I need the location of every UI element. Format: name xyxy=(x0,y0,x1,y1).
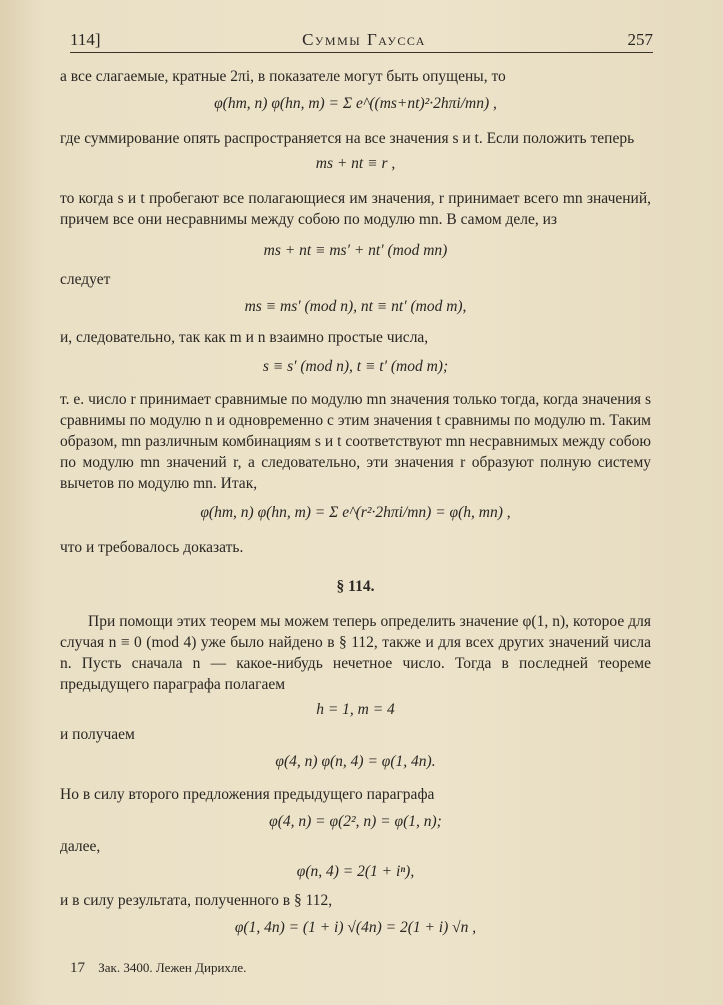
formula: φ(hm, n) φ(hn, m) = Σ e^((ms+nt)²·2hπi/mn) , xyxy=(214,95,497,112)
paragraph: т. е. число r принимает сравнимые по модулю mn значения только тогда, когда значения s сравнимы по модулю n и одновременно с этим значения t сравнимы по модулю m. Таким образом, mn различным комбинациям s и t соответствуют mn несравнимых между собою по модулю mn значений r, а следовательно, эти значения r образуют полную систему вычетов по модулю mn. Итак, xyxy=(60,391,651,492)
formula: φ(n, 4) = 2(1 + iⁿ), xyxy=(296,863,415,880)
formula: φ(1, 4n) = (1 + i) √(4n) = 2(1 + i) √n , xyxy=(234,919,477,936)
formula: φ(4, n) = φ(2², n) = φ(1, n); xyxy=(269,813,442,830)
paragraph: и, следовательно, так как m и n взаимно простые числа, xyxy=(60,329,429,346)
paragraph: а все слагаемые, кратные 2πi, в показателе могут быть опущены, то xyxy=(60,68,506,85)
header-title: Суммы Гаусса xyxy=(302,30,426,49)
paragraph: где суммирование опять распространяется на все значения s и t. Если положить теперь xyxy=(60,130,635,147)
formula: ms + nt ≡ r , xyxy=(315,155,396,172)
paragraph: то когда s и t пробегают все полагающиеся им значения, r принимает всего mn значений, причем все они несравнимы между собою по модулю mn. В самом деле, из xyxy=(60,190,651,228)
paragraph: следует xyxy=(60,271,111,288)
formula: φ(4, n) φ(n, 4) = φ(1, 4n). xyxy=(275,753,436,770)
printer-mark: Зак. 3400. Лежен Дирихле. xyxy=(98,960,247,975)
paragraph: далее, xyxy=(60,838,101,855)
page-number: 257 xyxy=(627,30,653,49)
page-body xyxy=(60,66,651,938)
paragraph: и в силу результата, полученного в § 112, xyxy=(60,892,333,909)
signature-number: 17 xyxy=(70,960,85,976)
formula: ms + nt ≡ ms′ + nt′ (mod mn) xyxy=(263,242,448,259)
formula: h = 1, m = 4 xyxy=(316,701,395,718)
header-rule xyxy=(70,52,653,53)
paragraph: При помощи этих теорем мы можем теперь определить значение φ(1, n), которое для случая n ≡ 0 (mod 4) уже было найдено в § 112, также и для всех других значений числа n. Пусть сначала n — какое-нибудь нечетное число. Тогда в последней теореме предыдущего параграфа полагаем xyxy=(60,613,651,693)
paragraph: Но в силу второго предложения предыдущего параграфа xyxy=(60,786,435,803)
header-section-number: 114] xyxy=(70,30,101,49)
paragraph: что и требовалось доказать. xyxy=(60,539,244,556)
formula: ms ≡ ms′ (mod n), nt ≡ nt′ (mod m), xyxy=(244,298,467,315)
section-heading: § 114. xyxy=(336,578,375,595)
formula: s ≡ s′ (mod n), t ≡ t′ (mod m); xyxy=(262,358,449,375)
running-header xyxy=(70,30,653,50)
formula: φ(hm, n) φ(hn, m) = Σ e^(r²·2hπi/mn) = φ(h, mn) , xyxy=(200,504,511,521)
paragraph: и получаем xyxy=(60,726,135,743)
printer-footnote xyxy=(70,960,246,977)
